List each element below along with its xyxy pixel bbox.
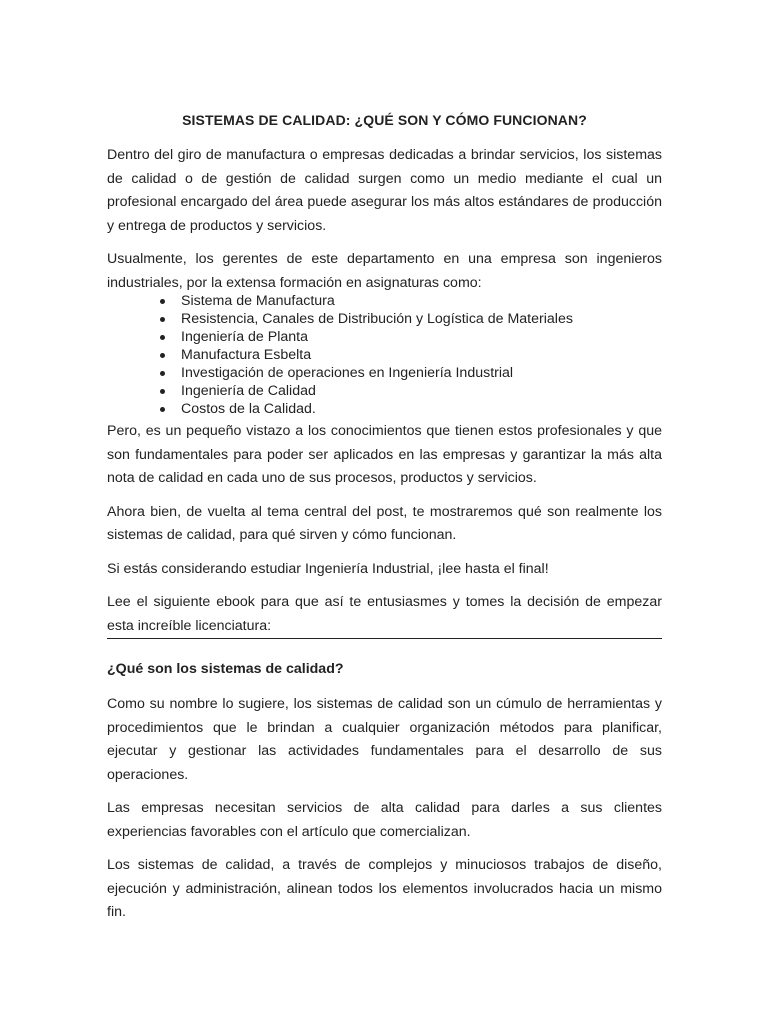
list-item: Manufactura Esbelta (181, 346, 662, 364)
section-paragraph: Los sistemas de calidad, a través de complejos y minuciosos trabajos de diseño, ejecución y administración, alinean todos los elementos involucrados hacia un mismo fin. (107, 857, 662, 920)
section-paragraph: Las empresas necesitan servicios de alta calidad para darles a sus clientes experiencias favorables con el artículo que comercializan. (107, 800, 662, 840)
intro-paragraph: Dentro del giro de manufactura o empresas dedicadas a brindar servicios, los sistemas de calidad o de gestión de calidad surgen como un medio mediante el cual un profesional encargado del área puede asegurar los más altos estándares de producción y entrega de productos y servicios. (107, 147, 662, 234)
section-heading: ¿Qué son los sistemas de calidad? (107, 661, 344, 677)
list-item: Costos de la Calidad. (181, 400, 662, 418)
list-item: Investigación de operaciones en Ingeniería Industrial (181, 364, 662, 382)
body-paragraph: Ahora bien, de vuelta al tema central del post, te mostraremos qué son realmente los sistemas de calidad, para qué sirven y cómo funcionan. (107, 503, 662, 543)
section-paragraph: Como su nombre lo sugiere, los sistemas de calidad son un cúmulo de herramientas y procedimientos que le brindan a cualquier organización métodos para planificar, ejecutar y gestionar las actividades fundamentales para el desarrollo de sus operaciones. (107, 696, 662, 783)
subjects-list (107, 292, 662, 418)
list-item: Resistencia, Canales de Distribución y Logística de Materiales (181, 310, 662, 328)
document-title: SISTEMAS DE CALIDAD: ¿QUÉ SON Y CÓMO FUNCIONAN? (182, 112, 587, 128)
list-item: Ingeniería de Calidad (181, 382, 662, 400)
ebook-paragraph: Lee el siguiente ebook para que así te entusiasmes y tomes la decisión de empezar esta increíble licenciatura: (107, 591, 662, 639)
body-paragraph: Si estás considerando estudiar Ingeniería Industrial, ¡lee hasta el final! (107, 560, 549, 577)
intro-paragraph: Usualmente, los gerentes de este departamento en una empresa son ingenieros industriales, por la extensa formación en asignaturas como: (107, 251, 662, 291)
list-item: Sistema de Manufactura (181, 292, 662, 310)
list-item: Ingeniería de Planta (181, 328, 662, 346)
body-paragraph: Pero, es un pequeño vistazo a los conocimientos que tienen estos profesionales y que son fundamentales para poder ser aplicados en las empresas y garantizar la más alta nota de calidad en cada uno de sus procesos, productos y servicios. (107, 423, 662, 486)
